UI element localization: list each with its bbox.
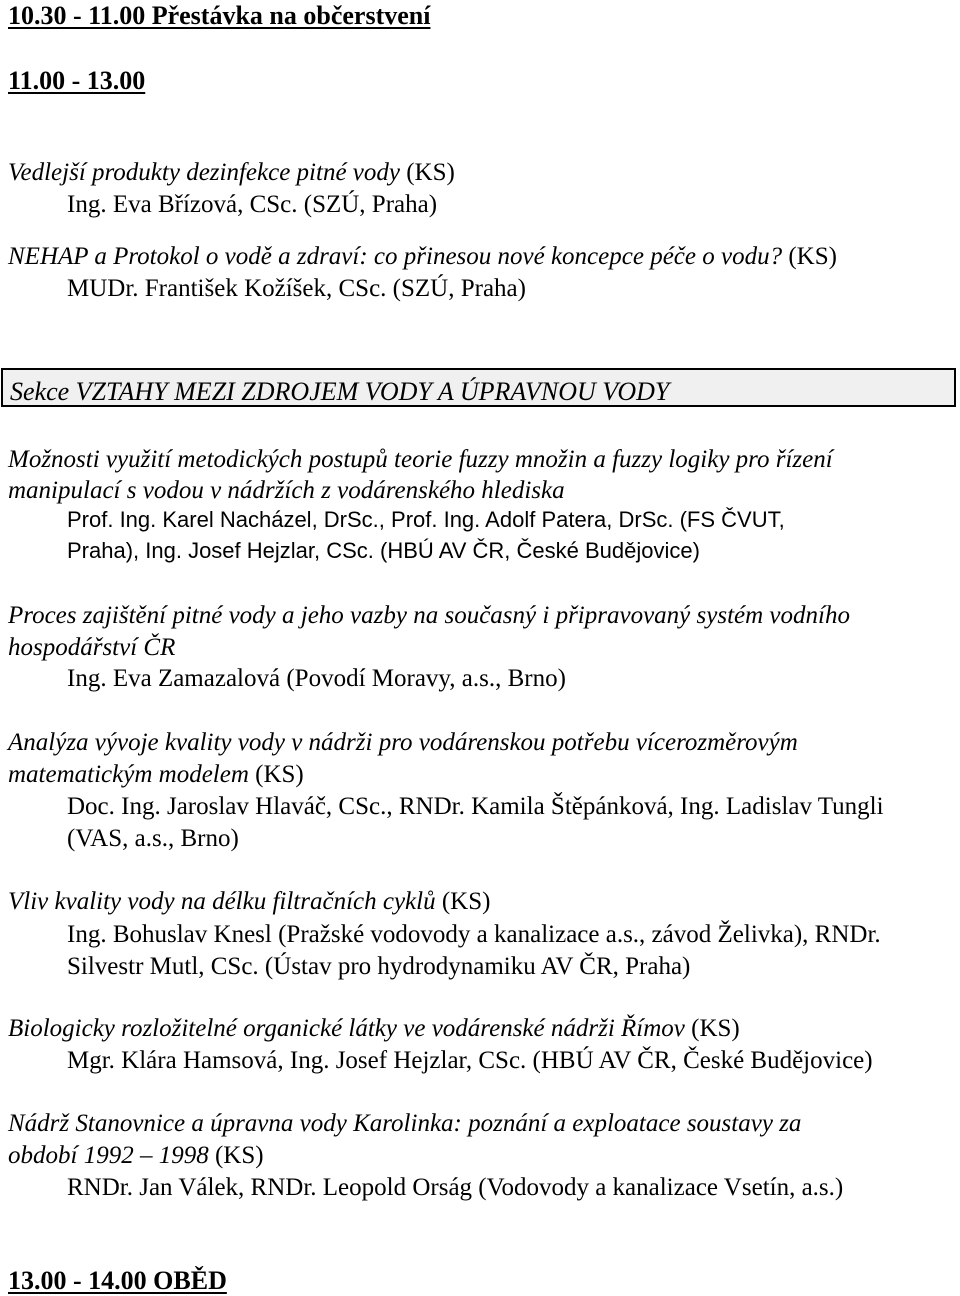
talk-title: NEHAP a Protokol o vodě a zdraví: co přinesou nové koncepce péče o vodu? (KS) (8, 243, 837, 270)
break-heading: 10.30 - 11.00 Přestávka na občerstvení (8, 1, 431, 30)
talk-authors: RNDr. Jan Válek, RNDr. Leopold Orság (Vodovody a kanalizace Vsetín, a.s.) (67, 1174, 844, 1201)
talk-title: manipulací s vodou v nádržích z vodárenského hlediska (8, 477, 565, 504)
talk-title: období 1992 – 1998 (KS) (8, 1142, 264, 1169)
talk-authors: Ing. Bohuslav Knesl (Pražské vodovody a kanalizace a.s., závod Želivka), RNDr. (67, 921, 881, 948)
talk-title: Možnosti využití metodických postupů teorie fuzzy množin a fuzzy logiky pro řízení (8, 446, 833, 473)
section-title: Sekce VZTAHY MEZI ZDROJEM VODY A ÚPRAVNOU VODY (10, 377, 670, 406)
talk-title: Vliv kvality vody na délku filtračních cyklů (KS) (8, 888, 491, 915)
talk-authors: Ing. Eva Břízová, CSc. (SZÚ, Praha) (67, 191, 438, 218)
talk-authors: Silvestr Mutl, CSc. (Ústav pro hydrodynamiku AV ČR, Praha) (67, 953, 691, 980)
talk-authors: Prof. Ing. Karel Nacházel, DrSc., Prof. Ing. Adolf Patera, DrSc. (FS ČVUT, (67, 507, 785, 532)
talk-authors: (VAS, a.s., Brno) (67, 825, 239, 852)
talk-authors: Doc. Ing. Jaroslav Hlaváč, CSc., RNDr. Kamila Štěpánková, Ing. Ladislav Tungli (67, 793, 884, 820)
section-banner (1, 368, 956, 407)
talk-title: hospodářství ČR (8, 634, 176, 661)
talk-title: matematickým modelem (KS) (8, 761, 304, 788)
talk-title: Analýza vývoje kvality vody v nádrži pro vodárenskou potřebu vícerozměrovým (8, 729, 798, 756)
talk-authors: Praha), Ing. Josef Hejzlar, CSc. (HBÚ AV ČR, České Budějovice) (67, 538, 700, 563)
talk-authors: Mgr. Klára Hamsová, Ing. Josef Hejzlar, CSc. (HBÚ AV ČR, České Budějovice) (67, 1047, 873, 1074)
talk-title: Vedlejší produkty dezinfekce pitné vody (KS) (8, 159, 455, 186)
talk-authors: MUDr. František Kožíšek, CSc. (SZÚ, Praha) (67, 275, 526, 302)
lunch-heading: 13.00 - 14.00 OBĚD (8, 1266, 227, 1295)
talk-title: Nádrž Stanovnice a úpravna vody Karolinka: poznání a exploatace soustavy za (8, 1110, 802, 1137)
block-time-heading: 11.00 - 13.00 (8, 66, 146, 95)
talk-title: Proces zajištění pitné vody a jeho vazby na současný i připravovaný systém vodního (8, 602, 850, 629)
talk-title: Biologicky rozložitelné organické látky ve vodárenské nádrži Římov (KS) (8, 1015, 740, 1042)
talk-authors: Ing. Eva Zamazalová (Povodí Moravy, a.s., Brno) (67, 665, 566, 692)
